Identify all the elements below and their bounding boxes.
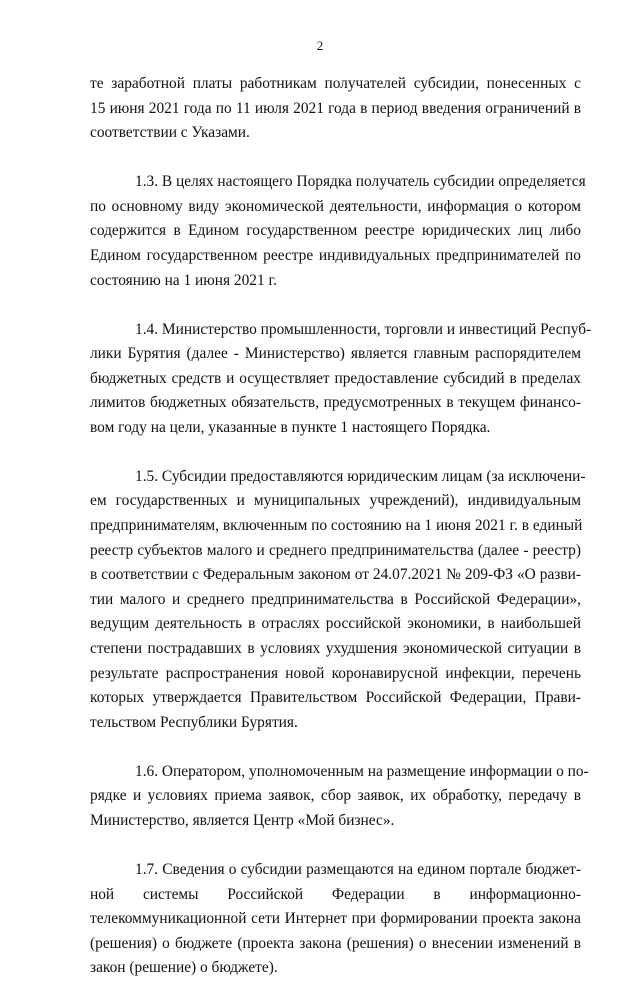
- text-line: степени пострадавших в условиях ухудшения экономической ситуации в: [90, 640, 581, 658]
- text-line: ной системы Российской Федерации в информационно-: [90, 885, 581, 903]
- text-line: ем государственных и муниципальных учреждений), индивидуальным: [90, 492, 581, 510]
- text-line: 1.4. Министерство промышленности, торговли и инвестиций Респуб-: [135, 320, 592, 338]
- text-line: те заработной платы работникам получателей субсидии, понесенных с: [90, 75, 581, 92]
- text-line: тельством Республики Бурятия.: [90, 713, 298, 731]
- text-line: соответствии с Указами.: [90, 124, 250, 142]
- text-line: Министерство, является Центр «Мой бизнес».: [90, 812, 395, 829]
- text-line: лики Бурятия (далее - Министерство) является главным распорядителем: [90, 345, 581, 363]
- text-line: результате распространения новой коронавирусной инфекции, перечень: [90, 664, 581, 682]
- text-line: 1.3. В целях настоящего Порядка получатель субсидии определяется: [135, 173, 586, 191]
- text-line: по основному виду экономической деятельности, информация о котором: [90, 197, 581, 215]
- paragraph: [90, 72, 581, 146]
- text-line: тии малого и среднего предпринимательства в Российской Федерации»,: [90, 590, 581, 608]
- text-line: 1.5. Субсидии предоставляются юридическим лицам (за исключени-: [135, 467, 586, 485]
- text-line: предпринимателям, включенным по состоянию на 1 июня 2021 г. в единый: [90, 517, 583, 535]
- page-number: 2: [316, 38, 324, 53]
- text-line: ведущим деятельность в отраслях российской экономики, в наибольшей: [90, 615, 581, 633]
- paragraph: [90, 858, 581, 981]
- document-body: [90, 72, 592, 1005]
- text-line: Едином государственном реестре индивидуальных предпринимателей по: [90, 246, 581, 264]
- text-line: в соответствии с Федеральным законом от 24.07.2021 № 209-ФЗ «О разви-: [90, 566, 581, 584]
- text-line: (решения) о бюджете (проекта закона (решения) о внесении изменений в: [90, 934, 581, 952]
- paragraph: [90, 760, 589, 834]
- text-line: закон (решение) о бюджете).: [90, 959, 278, 977]
- text-line: состоянию на 1 июня 2021 г.: [90, 271, 277, 289]
- text-line: телекоммуникационной сети Интернет при формировании проекта закона: [90, 910, 581, 928]
- text-line: 1.6. Оператором, уполномоченным на размещение информации о по-: [135, 762, 589, 780]
- paragraph: [90, 465, 586, 736]
- paragraph: [90, 170, 586, 293]
- text-line: которых утверждается Правительством Российской Федерации, Прави-: [90, 689, 581, 707]
- text-line: вом году на цели, указанные в пункте 1 настоящего Порядка.: [90, 418, 491, 436]
- text-line: 1.7. Сведения о субсидии размещаются на едином портале бюджет-: [135, 860, 581, 878]
- text-line: реестр субъектов малого и среднего предпринимательства (далее - реестр): [90, 541, 581, 559]
- text-line: содержится в Едином государственном реестре юридических лиц либо: [90, 222, 581, 240]
- text-line: 15 июня 2021 года по 11 июля 2021 года в период введения ограничений в: [90, 99, 581, 117]
- paragraph: [90, 318, 592, 441]
- text-line: лимитов бюджетных обязательств, предусмотренных в текущем финансо-: [90, 394, 581, 412]
- text-line: бюджетных средств и осуществляет предоставление субсидий в пределах: [90, 369, 581, 387]
- text-line: рядке и условиях приема заявок, сбор заявок, их обработку, передачу в: [90, 787, 581, 805]
